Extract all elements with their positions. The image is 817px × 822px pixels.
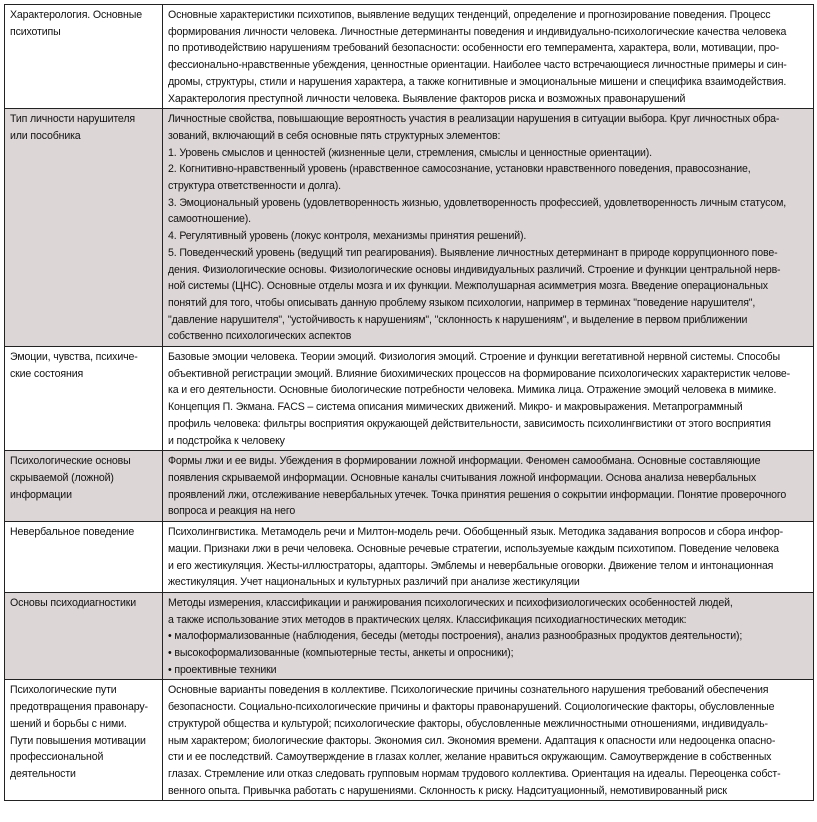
topic-line: Эмоции, чувства, психиче- [10,351,138,364]
table-row [5,680,814,801]
topic-cell [5,680,163,801]
content-line: собственно психологических аспектов [168,330,352,343]
topic-line: Характерология. Основные [10,9,142,21]
content-line: безопасности. Социально-психологические причины и факторы правонарушений. Социологические факторы, обусловленные [168,701,775,714]
topic-cell [5,451,163,522]
content-line: Личностные свойства, повышающие вероятность участия в реализации нарушения в ситуации выбора. Круг личностных обра- [168,113,780,126]
content-line: 3. Эмоциональный уровень (удовлетворенность жизнью, удовлетворенность профессией, удовлетворенность личным статусом, [168,196,787,209]
content-line: 1. Уровень смыслов и ценностей (жизненные цели, стремления, смыслы и ценностные ориентации). [168,146,652,159]
topic-line: профессиональной [10,751,104,764]
topic-line: Основы психодиагностики [10,596,137,609]
topic-line: психотипы [10,25,61,38]
content-line: жестикуляция. Учет национальных и культурных различий при анализе жестикуляции [168,576,580,589]
content-line: Психолингвистика. Метамодель речи и Милтон-модель речи. Обобщенный язык. Методика задавания вопросов и сбора инфор- [168,526,784,539]
topic-line: шений и борьбы с ними. [10,717,127,730]
topic-line: Невербальное поведение [10,526,135,539]
content-line: проявлений лжи, отслеживание невербальных утечек. Точка принятия решения о сокрытии информации. Понятие проверочного [168,488,787,501]
content-cell [163,522,814,593]
topic-line: скрываемой (ложной) [10,471,114,484]
content-line: фессионально-нравственные убеждения, ценностные ориентации. Наиболее часто встречающиеся личностные примеры и син- [168,59,787,72]
content-line: 4. Регулятивный уровень (локус контроля, механизмы принятия решений). [168,230,527,243]
content-line: Методы измерения, классификации и ранжирования психологических и психофизиологических особенностей людей, [168,596,733,609]
content-line: 5. Поведенческий уровень (ведущий тип реагирования). Выявление личностных детерминант в природе коррупционного пове- [168,246,778,259]
table-row [5,109,814,347]
content-line: • высокоформализованные (компьютерные тесты, анкеты и опросники); [168,647,514,660]
content-line: структура ответственности и долга). [168,180,341,193]
content-line: • малоформализованные (наблюдения, беседы (методы построения), анализ разнообразных продуктов деятельности); [168,630,743,643]
topic-cell [5,5,163,109]
table-body [5,5,814,801]
topic-line: предотвращения правонару- [10,701,148,714]
content-line: дения. Физиологические основы. Физиологические основы индивидуальных различий. Строение и функции центральной нерв- [168,263,781,276]
content-line: Концепция П. Экмана. FACS – система описания мимических движений. Микро- и макровыражения. Метапрограммный [168,401,743,414]
content-line: и подстройка к человеку [168,434,285,447]
topic-line: ские состояния [10,367,84,380]
content-line: глазах. Стремление или отказ следовать групповым нормам трудового коллектива. Ориентация на идеалы. Переоценка собст- [168,767,781,780]
topic-line: информации [10,488,72,501]
content-line: объективной регистрации эмоций. Влияние биохимических процессов на формирование психологических характеристик челове- [168,367,791,380]
topic-line: Психологические пути [10,684,117,697]
topic-line: Психологические основы [10,455,131,468]
content-line: венного опыта. Привычка работать с нарушениями. Склонность к риску. Надситуационный, немотивированный риск [168,784,727,797]
table-row [5,522,814,593]
content-line: Базовые эмоции человека. Теории эмоций. Физиология эмоций. Строение и функции вегетативной нервной системы. Способы [168,351,780,364]
content-line: ной системы (ЦНС). Основные отделы мозга и их функции. Межполушарная асимметрия мозга. Введение операциональных [168,280,768,293]
content-line: появления скрываемой информации. Основные каналы считывания ложной информации. Основа анализа невербальных [168,471,757,484]
content-line: а также использование этих методов в практических целях. Классификация психодиагностических методик: [168,613,687,626]
content-line: мации. Признаки лжи в речи человека. Основные речевые стратегии, используемые каждым психотипом. Поведение человека [168,542,779,555]
content-line: и его жестикуляция. Жесты-иллюстраторы, адапторы. Эмблемы и невербальные оговорки. Движение телом и интонационная [168,559,774,572]
content-line: дромы, структуры, стили и нарушения характера, а также когнитивные и эмоциональные мишени и специфика взаимодействия. [168,75,787,88]
topic-cell [5,109,163,347]
content-cell [163,680,814,801]
content-cell [163,451,814,522]
content-line: зований, включающий в себя основные пять структурных элементов: [168,129,501,142]
content-line: Характерология преступной личности человека. Выявление факторов риска и возможных правонарушений [168,92,686,105]
table-row [5,451,814,522]
content-line: понятий для того, чтобы описывать данную проблему языком психологии, например в терминах "поведение нарушителя", [168,296,756,309]
topic-cell [5,347,163,451]
content-cell [163,592,814,680]
table-row [5,347,814,451]
content-line: по противодействию нарушениям требований безопасности: особенности его темперамента, характера, воли, мотивации, про- [168,42,779,55]
table-row [5,592,814,680]
topic-cell [5,592,163,680]
curriculum-table [4,4,814,801]
content-line: 2. Когнитивно-нравственный уровень (нравственное самосознание, установки нравственного поведения, правосознание, [168,163,751,176]
content-line: профиль человека: фильтры восприятия окружающей действительности, зависимость психолингвистики от этого восприятия [168,417,771,430]
topic-line: Пути повышения мотивации [10,734,146,747]
content-cell [163,109,814,347]
topic-line: или пособника [10,129,81,142]
content-line: структурой общества и культурой; психологические факторы, обусловленные межличностными отношениями, индивидуаль- [168,717,768,730]
content-line: "давление нарушителя", "устойчивость к нарушениям", "склонность к нарушениям", и выделение в первом приближении [168,313,748,326]
content-cell [163,347,814,451]
table-row [5,5,814,109]
content-line: Основные варианты поведения в коллективе. Психологические причины сознательного нарушения требований обеспечения [168,684,769,697]
content-line: ка и его деятельности. Основные биологические потребности человека. Мимика лица. Отражение эмоций человека в мимике. [168,384,777,397]
content-line: самоотношение). [168,213,251,226]
content-cell [163,5,814,109]
content-line: формирования личности человека. Личностные детерминанты поведения и индивидуально-психологические качества человека [168,25,787,38]
topic-cell [5,522,163,593]
content-line: ным характером; биологические факторы. Экономия сил. Экономия времени. Адаптация к опасности или недооценка опасно- [168,734,776,747]
content-line: Основные характеристики психотипов, выявление ведущих тенденций, определение и прогнозирование поведения. Процесс [168,9,771,21]
topic-line: деятельности [10,767,76,780]
content-line: Формы лжи и ее виды. Убеждения в формировании ложной информации. Феномен самообмана. Основные составляющие [168,455,761,468]
topic-line: Тип личности нарушителя [10,113,135,126]
content-line: сти и ее последствий. Самоутверждение в глазах коллег, желание нравиться окружающим. Самоутверждение в собственных [168,751,772,764]
content-line: • проективные техники [168,663,277,676]
content-line: вопроса и реакция на него [168,505,296,518]
